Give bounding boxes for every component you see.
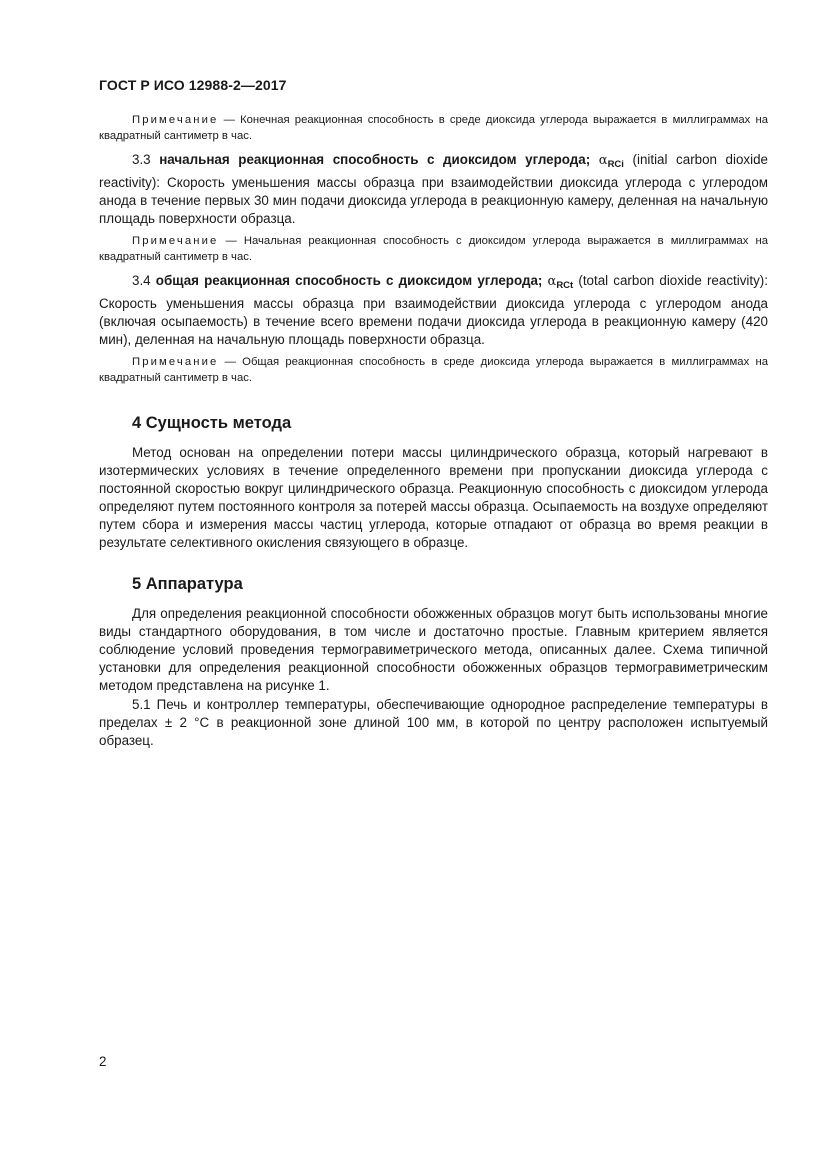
definition-text: Скорость уменьшения массы образца при взаимодействии диоксида углерода с углеродом анода в течение первых 30 мин подачи диоксида углерода в реакционную камеру, деленная на начальную площадь поверхности образца. bbox=[99, 175, 768, 226]
symbol-alpha: α bbox=[598, 153, 608, 168]
section-4-heading: 4 Сущность метода bbox=[132, 414, 292, 432]
note-final-reactivity bbox=[99, 112, 768, 144]
note-text: Общая реакционная способность в среде диоксида углерода выражается в миллиграммах на квадратный сантиметр в час. bbox=[99, 356, 768, 384]
term-symbol bbox=[599, 153, 624, 168]
note-text: Конечная реакционная способность в среде диоксида углерода выражается в миллиграммах на квадратный сантиметр в час. bbox=[99, 114, 768, 142]
defined-term: начальная реакционная способность с диоксидом углерода; bbox=[159, 152, 591, 167]
section-5-paragraph: Для определения реакционной способности обожженных образцов могут быть использованы многие виды стандартного оборудования, в том числе и достаточно простые. Главным критерием является соблюдение условий проведения термогравиметрического метода, описанных далее. Схема типичной установки для определения реакционной способности обожженных образцов термогравиметрическим методом представлена на рисунке 1. bbox=[99, 606, 768, 693]
note-total-reactivity bbox=[99, 354, 768, 386]
definition-text: Скорость уменьшения массы образца при взаимодействии диоксида углерода с углеродом анода (включая осыпаемость) в течение всего времени подачи диоксида углерода в реакционную камеру (420 мин), деленная на начальную площадь поверхности образца. bbox=[99, 296, 768, 347]
document-body bbox=[99, 112, 768, 755]
note-label: Примечание bbox=[132, 114, 219, 126]
term-symbol bbox=[548, 274, 574, 289]
note-dash: — bbox=[218, 235, 244, 247]
section-4-paragraph: Метод основан на определении потери массы цилиндрического образца, который нагревают в изотермических условиях в течение определенного времени при пропускании диоксида углерода с постоянной скоростью вокруг цилиндрического образца. Реакционную способность с диоксидом углерода определяют путем постоянного контроля за потерей массы образца. Осыпаемость на воздухе определяют путем сбора и измерения массы частиц углерода, которые отпадают от образца во время реакции в результате селективного окисления связующего в образце. bbox=[99, 445, 768, 550]
symbol-subscript: RCt bbox=[556, 280, 574, 291]
symbol-subscript: RCi bbox=[607, 159, 624, 170]
term-english: (total carbon dioxide reactivity): bbox=[573, 273, 768, 288]
section-5-heading: 5 Аппаратура bbox=[132, 575, 243, 593]
symbol-alpha: α bbox=[547, 274, 557, 289]
note-dash: — bbox=[218, 114, 241, 126]
note-dash: — bbox=[218, 356, 243, 368]
clause-number: 3.4 bbox=[132, 273, 156, 288]
definition-3-3 bbox=[99, 151, 768, 228]
note-text: Начальная реакционная способность с диоксидом углерода выражается в миллиграммах на квадратный сантиметр в час. bbox=[99, 235, 769, 263]
term-english: (initial carbon dioxide reactivity): bbox=[99, 152, 768, 190]
definition-3-4 bbox=[99, 272, 768, 349]
note-initial-reactivity bbox=[99, 233, 768, 265]
page-number: 2 bbox=[99, 1054, 107, 1069]
note-label: Примечание bbox=[132, 356, 219, 368]
note-label: Примечание bbox=[132, 235, 219, 247]
clause-number: 3.3 bbox=[132, 152, 160, 167]
clause-5-1: 5.1 Печь и контроллер температуры, обеспечивающие однородное распределение температуры в пределах ± 2 °С в реакционной зоне длиной 100 мм, в которой по центру расположен испытуемый образец. bbox=[99, 697, 768, 748]
defined-term: общая реакционная способность с диоксидом углерода; bbox=[155, 273, 543, 288]
document-header: ГОСТ Р ИСО 12988-2—2017 bbox=[99, 77, 287, 93]
